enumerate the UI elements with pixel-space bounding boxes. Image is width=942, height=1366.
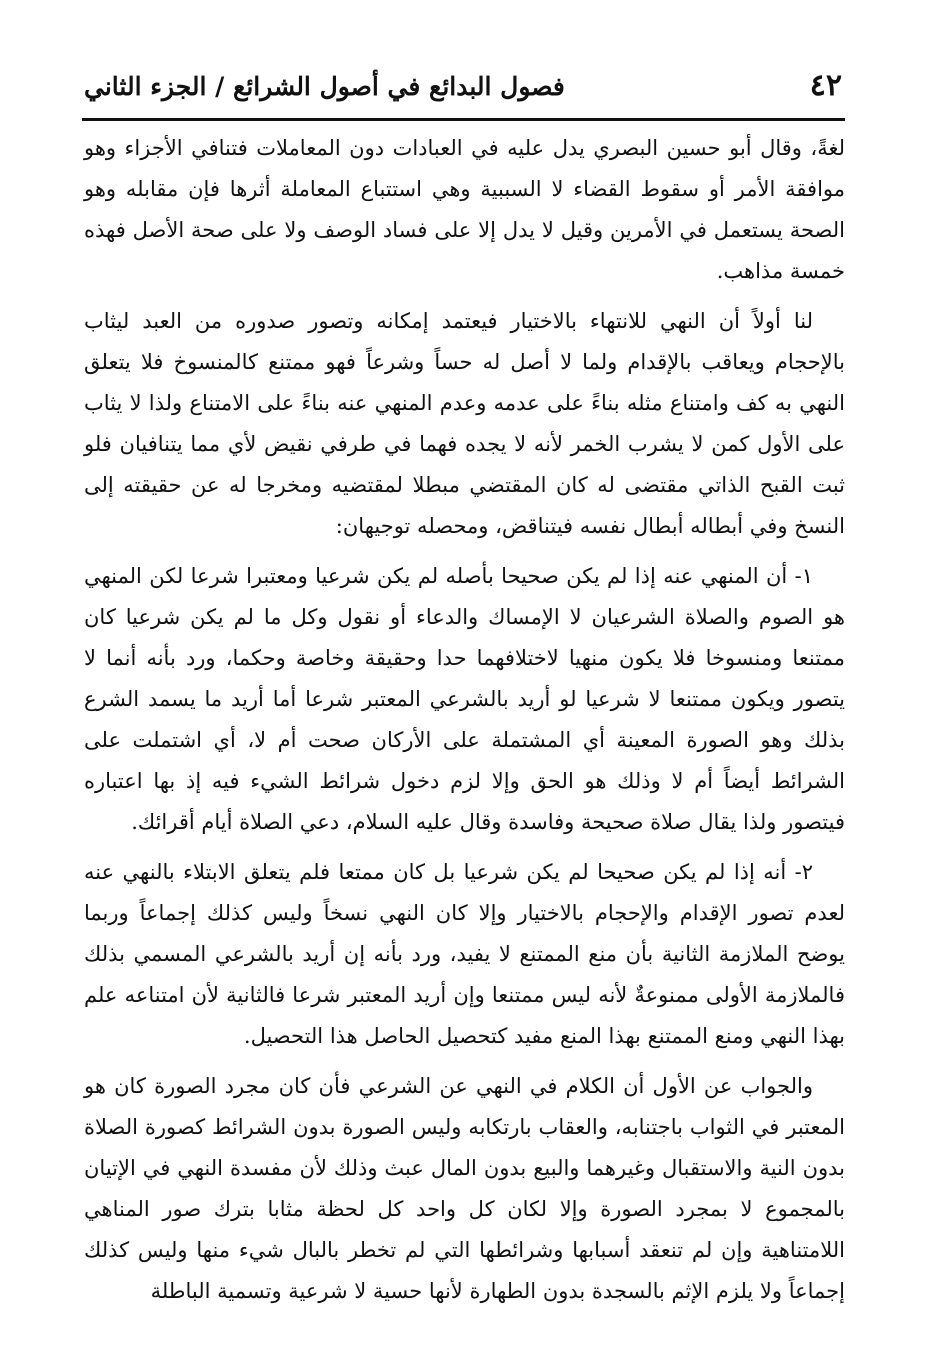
main-text: [84, 128, 845, 1321]
paragraph-argument: لنا أولاً أن النهي للانتهاء بالاختيار فيعتمد إمكانه وتصور صدوره من العبد ليثاب بالإحجام ويعاقب بالإقدام ولما لا أصل له حساً وشرعاً فهو ممتنع كالمنسوخ فلا يتعلق النهي به كف وامتناع مثله بناءً على عدمه وعدم المنهي عنه بناءً على الامتناع ولذا لا يثاب على الأول كمن لا يشرب الخمر لأنه لا يجده فهما في طرفي نقيض لأي مما يتنافيان فلو ثبت القبح الذاتي مقتضى له كان المقتضي مبطلا لمقتضيه ومخرجا له عن حقيقته إلى النسخ وفي أبطاله أبطال نفسه فيتناقض، ومحصله توجيهان:: [84, 309, 845, 538]
paragraph-point-two: ٢- أنه إذا لم يكن صحيحا لم يكن شرعيا بل كان ممتعا فلم يتعلق الابتلاء بالنهي عنه لعدم تصور الإقدام والإحجام بالاختيار وإلا كان النهي نسخاً وليس كذلك إجماعاً وربما يوضح الملازمة الثانية بأن منع الممتنع لا يفيد، ورد بأنه إن أريد بالشرعي المسمي بذلك فالملازمة الأولى ممنوعةٌ لأنه ليس ممتنعا وإن أريد المعتبر شرعا فالثانية لأن امتناعه علم بهذا النهي ومنع الممتنع بهذا المنع مفيد كتحصيل الحاصل هذا التحصيل.: [84, 860, 845, 1048]
paragraph-answer: والجواب عن الأول أن الكلام في النهي عن الشرعي فأن كان مجرد الصورة كان هو المعتبر في الثواب باجتنابه، والعقاب بارتكابه وليس الصورة بدون الشرائط كصورة الصلاة بدون النية والاستقبال وغيرهما والبيع بدون المال عبث وذلك لأن مفسدة النهي في الإتيان بالمجموع لا بمجرد الصورة وإلا لكان كل واحد كل لحظة مثابا بترك صور المناهي اللامتناهية وإن لم تنعقد أسبابها وشرائطها التي لم تخطر بالبال شيء منها وليس كذلك إجماعاً ولا يلزم الإثم بالسجدة بدون الطهارة لأنها حسية لا شرعية وتسمية الباطلة: [84, 1074, 846, 1303]
paragraph-continuation: لغةً، وقال أبو حسين البصري يدل عليه في العبادات دون المعاملات فتنافي الأجزاء وهو موافقة الأمر أو سقوط القضاء لا السببية وهي استتباع المعاملة أثرها فإن مقابله وهو الصحة يستعمل في الأمرين وقيل لا يدل إلا على فساد الوصف ولا على صحة الأصل فهذه خمسة مذاهب.: [84, 136, 845, 283]
paragraph-point-one: ١- أن المنهي عنه إذا لم يكن صحيحا بأصله لم يكن شرعيا ومعتبرا شرعا لكن المنهي هو الصوم والصلاة الشرعيان لا الإمساك والدعاء أو نقول وكل ما لم يكن شرعيا كان ممتنعا ومنسوخا فلا يكون منهيا لاختلافهما حدا وحقيقة وخاصة وحكما، ورد بأنه أنما لا يتصور ويكون ممتنعا لا شرعيا لو أريد بالشرعي المعتبر شرعا أما أريد ما يسمد الشرع بذلك وهو الصورة المعينة أي المشتملة على الأركان صحت أم لا، أي اشتملت على الشرائط أيضاً أم لا وذلك هو الحق وإلا لزم دخول شرائط الشيء فيه إذ بها اعتباره فيتصور ولذا يقال صلاة صحيحة وفاسدة وقال عليه السلام، دعي الصلاة أيام أقرائك.: [84, 564, 845, 834]
page-header: [84, 66, 842, 110]
page-number: ٤٢: [809, 68, 842, 103]
running-title: فصول البدائع في أصول الشرائع / الجزء الثاني: [84, 72, 565, 101]
header-divider: [82, 118, 845, 121]
